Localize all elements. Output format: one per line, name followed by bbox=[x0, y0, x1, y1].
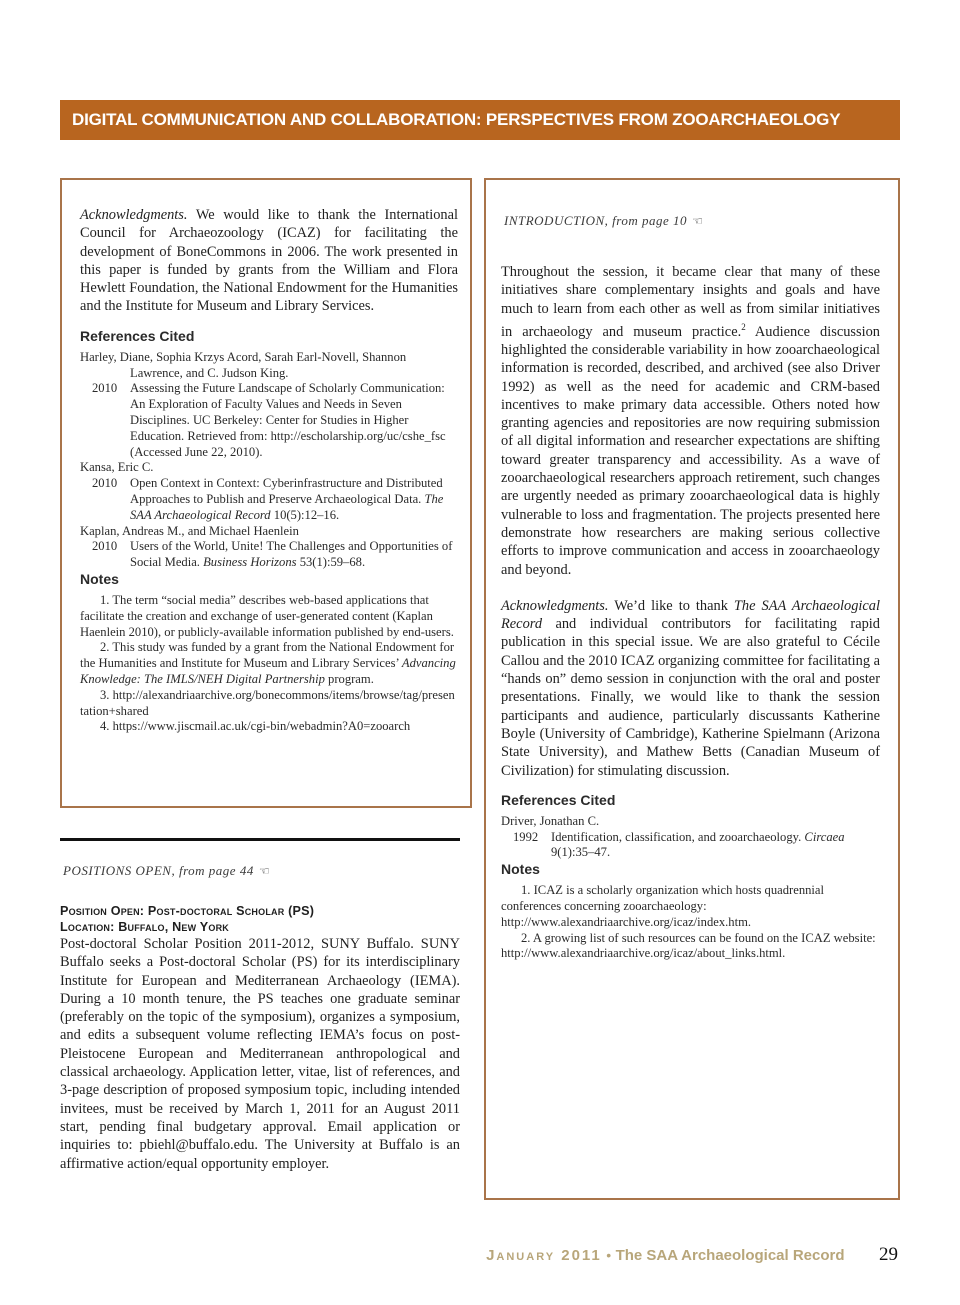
right-ack-text: and individual contributors for facilitating rapid publication in this special issue. We are also grateful to Cécile Callou and the 2010 ICAZ organizing committee for facilitating a “hands on” demo session in conjunction with the oral and poster presentations. Finally, we would like to thank the session participants and audience, particularly discussants Katherine Boyle (University of Cambridge), Katherine Spielmann (Arizona State University), and Mathew Betts (Canadian Museum of Civilization) for stimulating discussion. bbox=[501, 616, 880, 779]
note-item: 1. The term “social media” describes web-based applications that facilitate the creation and exchange of user-generated content (Kaplan Haenlein 2010), or publicly-available information published by end-users. bbox=[80, 592, 454, 639]
pointing-hand-icon: ☜ bbox=[692, 214, 703, 228]
right-ack-text: We’d like to thank bbox=[614, 597, 728, 614]
reference-year: 1992 bbox=[513, 829, 539, 844]
positions-open-section bbox=[60, 860, 460, 1173]
right-ack-journal: The SAA Archaeological Record bbox=[501, 597, 880, 633]
left-acknowledgments bbox=[80, 206, 458, 316]
intro-text: Audience discussion highlighted the considerable variability in how zooarchaeological information is recorded, described, and archived (see also Driver 1992) as well as the need for academic and CRM-based incentives to make primary data accessible. Others noted how granting agencies and repositories are now requiring submission of all digital information and researcher expectations are shifting toward greater transparency and accessibility. As a wave of zooarchaeological researchers approach retirement, such changes are urgently needed as primary zooarchaeological data is highly vulnerable to loss and fragmentation. The projects presented here demonstrate how researchers are making serious collective efforts to improve communication and access in zooarchaeology and beyond. bbox=[501, 323, 880, 578]
reference-author: Harley, Diane, Sophia Krzys Acord, Sarah Earl-Novell, Shannon Lawrence, and C. Judson King. bbox=[80, 349, 407, 380]
position-location: Location: Buffalo, New York bbox=[60, 920, 229, 934]
pointing-hand-icon: ☜ bbox=[258, 864, 270, 878]
note-item: 4. https://www.jiscmail.ac.uk/cgi-bin/webadmin?A0=zooarch bbox=[100, 719, 411, 734]
publication-name: The SAA Archaeological Record bbox=[615, 1247, 845, 1264]
reference-journal: Business Horizons bbox=[203, 555, 297, 570]
left-notes-list bbox=[80, 593, 458, 735]
reference-journal: The SAA Archaeological Record bbox=[130, 491, 444, 522]
footer-bullet: • bbox=[606, 1247, 612, 1263]
position-body: Post-doctoral Scholar Position 2011-2012, SUNY Buffalo. SUNY Buffalo seeks a Post-doctoral Scholar (PS) for its interdisciplinary Institute for European and Mediterranean Archaeology (IEMA). During a 10 month tenure, the PS teaches one graduate seminar (preferably on the topic of the symposium), organizes a symposium, and edits a subsequent volume reflecting IEMA’s focus on post-Pleistocene European and Mediterranean anthropological and classical archaeology. Application letter, vitae, list of references, and 3-page description of proposed symposium topic, including intended invitees, must be received by March 1, 2011 for an August 2011 start, pending final budgetary approval. Email application or inquiries to: pbiehl@buffalo.edu. The University at Buffalo is an affirmative action/equal opportunity employer. bbox=[60, 936, 460, 1172]
page-number: 29 bbox=[879, 1244, 898, 1265]
left-notes-heading: Notes bbox=[80, 570, 119, 587]
position-title: Position Open: Post-doctoral Scholar (PS) bbox=[60, 904, 315, 918]
reference-year: 2010 bbox=[92, 539, 118, 554]
positions-runin bbox=[63, 860, 460, 879]
reference-year: 2010 bbox=[92, 381, 118, 396]
page-footer bbox=[486, 1244, 898, 1266]
note-text: 2. This study was funded by a grant from the National Endowment for the Humanities and Institute for Museum and Library Services’ bbox=[80, 640, 455, 671]
right-acknowledgments bbox=[501, 597, 880, 780]
right-notes-list bbox=[501, 883, 880, 962]
right-ack-label: Acknowledgments. bbox=[501, 597, 609, 614]
left-ack-text: We would like to thank the International Council for Archaeozoology (ICAZ) for facilitating the development of BoneCommons in 2006. The work presented in this paper is funded by grants from the William and Flora Hewlett Foundation, the National Endowment for the Humanities and the Institute for Museum and Library Services. bbox=[80, 207, 458, 315]
reference-text: Assessing the Future Landscape of Scholarly Communication: An Exploration of Faculty Values and Needs in Seven Disciplines. UC Berkeley: Center for Studies in Higher Education. Retrieved from: http://escholarship.org/uc/cshe_fsc (Accessed June 22, 2010). bbox=[130, 381, 446, 459]
note-text: program. bbox=[328, 671, 374, 686]
right-column-box bbox=[484, 178, 900, 1200]
reference-entry bbox=[80, 539, 458, 571]
note-item bbox=[80, 640, 458, 687]
note-item: 2. A growing list of such resources can be found on the ICAZ website: http://www.alexandriaarchive.org/icaz/about_links.html. bbox=[501, 930, 876, 961]
left-references-heading: References Cited bbox=[80, 327, 195, 344]
note-item: 1. ICAZ is a scholarly organization which hosts quadrennial conferences concerning zooarchaeology: http://www.alexandriaarchive.org/icaz/index.htm. bbox=[501, 883, 825, 929]
reference-text: Identification, classification, and zooarchaeology. bbox=[551, 829, 802, 844]
section-divider bbox=[60, 838, 460, 841]
left-ack-label: Acknowledgments. bbox=[80, 207, 188, 223]
reference-volume: 9(1):35–47. bbox=[551, 845, 611, 860]
introduction-runin-text: INTRODUCTION, from page 10 bbox=[504, 213, 687, 228]
reference-year: 2010 bbox=[92, 476, 118, 491]
right-references-heading: References Cited bbox=[501, 791, 616, 808]
reference-author: Kansa, Eric C. bbox=[80, 460, 154, 475]
section-title: DIGITAL COMMUNICATION AND COLLABORATION: PERSPECTIVES FROM ZOOARCHAEOLOGY bbox=[72, 110, 841, 129]
left-column-box bbox=[60, 178, 472, 808]
introduction-paragraph bbox=[501, 263, 880, 579]
right-references-list bbox=[501, 814, 880, 861]
reference-entry bbox=[80, 381, 458, 460]
issue-date: January 2011 bbox=[486, 1247, 602, 1264]
reference-volume: 10(5):12–16. bbox=[273, 507, 340, 522]
reference-entry bbox=[80, 476, 458, 523]
reference-text: Users of the World, Unite! The Challenges and Opportunities of Social Media. bbox=[130, 539, 453, 570]
reference-journal: Circaea bbox=[804, 829, 845, 844]
reference-volume: 53(1):59–68. bbox=[299, 555, 366, 570]
introduction-runin bbox=[504, 210, 880, 229]
intro-text: Throughout the session, it became clear that many of these initiatives share complementary insights and goals and have much to learn from each other as well as from similar initiatives in archaeology and museum practice. bbox=[501, 264, 880, 340]
right-notes-heading: Notes bbox=[501, 861, 540, 878]
left-references-list bbox=[80, 350, 458, 571]
reference-text: Open Context in Context: Cyberinfrastructure and Distributed Approaches to Publish and Preserve Archaeological Data. bbox=[130, 476, 443, 506]
note-italic: Advancing Knowledge: The IMLS/NEH Digital Partnership bbox=[80, 656, 456, 686]
reference-entry bbox=[501, 830, 880, 862]
footnote-marker: 2 bbox=[741, 321, 746, 332]
section-banner bbox=[60, 100, 900, 140]
reference-author: Driver, Jonathan C. bbox=[501, 813, 600, 828]
reference-author: Kaplan, Andreas M., and Michael Haenlein bbox=[80, 523, 299, 538]
note-item: 3. http://alexandriaarchive.org/bonecommons/items/browse/tag/presentation+shared bbox=[80, 687, 455, 718]
positions-runin-text: POSITIONS OPEN, from page 44 bbox=[63, 863, 254, 878]
